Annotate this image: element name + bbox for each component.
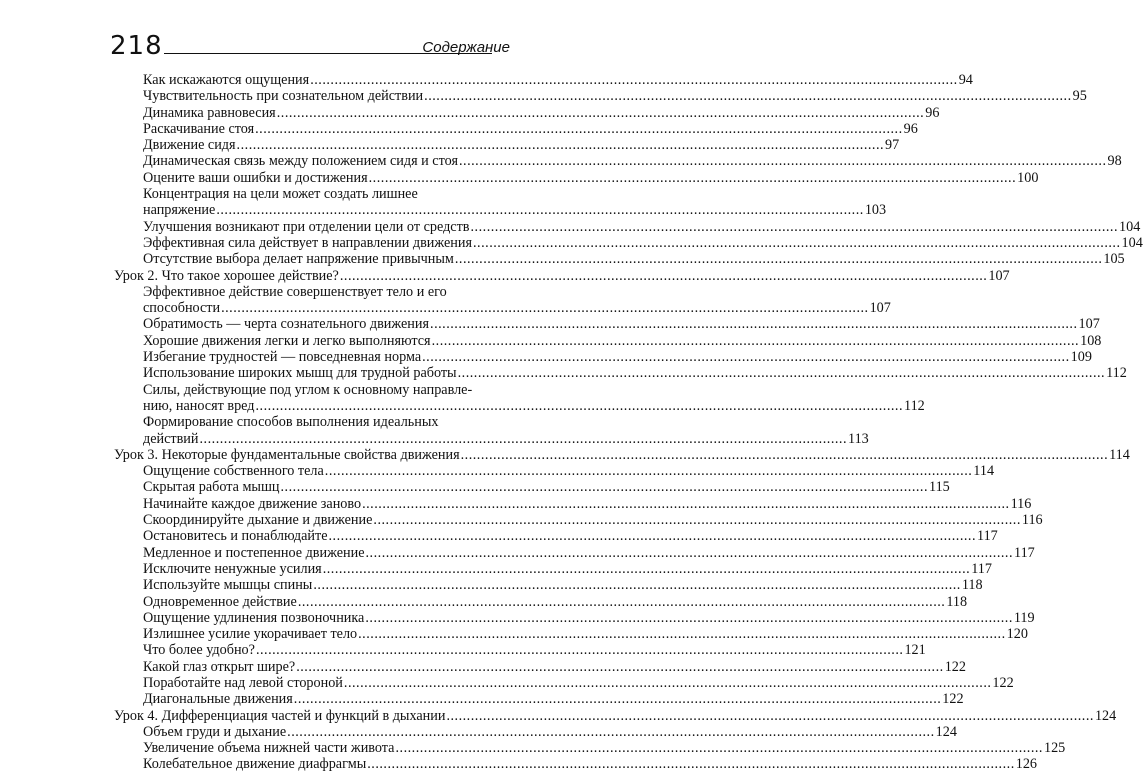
- toc-entry: [114, 528, 998, 545]
- toc-entry: [114, 642, 926, 659]
- toc-chapter: [114, 267, 1010, 284]
- toc-page-number: 114: [973, 463, 995, 480]
- toc-entry-row: [143, 544, 1035, 561]
- toc-page-number: 104: [1119, 218, 1141, 235]
- toc-entry: [114, 153, 1122, 170]
- toc-entry-title: Остановитесь и понаблюдайте: [143, 528, 328, 545]
- toc-entry: [114, 120, 918, 137]
- toc-entry: [114, 332, 1102, 349]
- dot-leader: [323, 561, 971, 577]
- toc-entry: [114, 104, 940, 121]
- dot-leader: [313, 577, 961, 593]
- toc-entry: [114, 479, 950, 496]
- toc-entry-row: [143, 397, 925, 414]
- dot-leader: [471, 219, 1119, 235]
- toc-page-number: 121: [904, 642, 926, 659]
- toc-entry: [114, 316, 1100, 333]
- toc-entry: [114, 560, 992, 577]
- toc-entry: [114, 544, 1035, 561]
- toc-entry: [114, 740, 1066, 757]
- dot-leader: [362, 496, 1010, 512]
- toc-entry-title: нию, наносят вред: [143, 397, 255, 414]
- toc-page-number: 118: [961, 577, 983, 594]
- toc-entry-title-line: Эффективное действие совершенствует тело и его: [143, 283, 447, 300]
- toc-entry-row: [143, 234, 1143, 251]
- toc-entry-row: [143, 251, 1125, 268]
- toc-page-number: 95: [1072, 88, 1087, 105]
- toc-entry: [114, 137, 900, 154]
- toc-entry: [114, 512, 1043, 529]
- toc-entry: [114, 658, 966, 675]
- toc-entry-row: [143, 609, 1035, 626]
- toc-entry-title: Улучшения возникают при отделении цели от средств: [143, 218, 470, 235]
- toc-entry: [114, 169, 1039, 186]
- toc-entry: [114, 234, 1143, 251]
- dot-leader: [365, 610, 1013, 626]
- toc-entry-title: Урок 3. Некоторые фундаментальные свойства движения: [114, 446, 460, 463]
- toc-entry-row: [143, 72, 973, 88]
- toc-entry-row: [143, 658, 966, 675]
- toc-entry-title: Увеличение объема нижней части живота: [143, 740, 395, 757]
- toc-page-number: 109: [1070, 349, 1092, 366]
- toc-entry-title: Оцените ваши ошибки и достижения: [143, 169, 368, 186]
- dot-leader: [473, 235, 1121, 251]
- toc-entry: [114, 593, 968, 610]
- dot-leader: [296, 659, 944, 675]
- dot-leader: [432, 333, 1080, 349]
- toc-page-number: 107: [988, 267, 1010, 284]
- toc-entry-row: [143, 756, 1038, 773]
- toc-entry-row: [143, 642, 926, 659]
- toc-page-number: 108: [1080, 332, 1102, 349]
- toc-entry-title: Исключите ненужные усилия: [143, 560, 322, 577]
- toc-entry: [114, 72, 973, 88]
- toc-entry: [114, 495, 1032, 512]
- toc-page-number: 125: [1043, 740, 1066, 757]
- toc-page-number: 98: [1107, 153, 1122, 170]
- toc-page-number: 100: [1017, 169, 1039, 186]
- toc-page-number: 122: [942, 691, 964, 708]
- toc-page-number: 117: [977, 528, 998, 545]
- toc-entry: [114, 756, 1038, 773]
- toc-page-number: 114: [1109, 446, 1130, 463]
- toc-entry-title-line: Силы, действующие под углом к основному направле-: [143, 381, 473, 398]
- toc-entry: [114, 577, 983, 594]
- toc-page-number: 103: [864, 202, 887, 219]
- toc-entry-title: Хорошие движения легки и легко выполняются: [143, 332, 431, 349]
- toc-entry-row: [143, 593, 968, 610]
- toc-entry: [114, 691, 964, 708]
- toc-page-number: 112: [904, 397, 925, 414]
- dot-leader: [461, 447, 1109, 463]
- toc-page-number: 117: [971, 560, 992, 577]
- toc-entry-row: [143, 723, 957, 740]
- toc-entry-title: Избегание трудностей — повседневная норма: [143, 349, 422, 366]
- toc-entry-title: Диагональные движения: [143, 691, 293, 708]
- toc-entry-title: Урок 4. Дифференциация частей и функций в дыхании: [114, 707, 446, 724]
- toc-entry-title: Урок 2. Что такое хорошее действие?: [114, 267, 339, 284]
- dot-leader: [358, 626, 1006, 642]
- dot-leader: [237, 137, 885, 153]
- toc-entry-row: [143, 691, 964, 708]
- dot-leader: [459, 153, 1107, 169]
- toc-page-number: 113: [848, 430, 869, 447]
- dot-leader: [458, 365, 1106, 381]
- toc-entry-row: [143, 463, 995, 480]
- toc-entry-title: Ощущение собственного тела: [143, 463, 324, 480]
- toc-entry-title: Поработайте над левой стороной: [143, 674, 343, 691]
- toc-page-number: 126: [1015, 756, 1038, 773]
- dot-leader: [255, 121, 903, 137]
- dot-leader: [281, 479, 929, 495]
- toc-entry: [114, 609, 1035, 626]
- toc-entry-row: [143, 626, 1028, 643]
- toc-entry-title: Что более удобно?: [143, 642, 255, 659]
- dot-leader: [344, 675, 992, 691]
- toc-entry-title: Объем груди и дыхание: [143, 723, 287, 740]
- dot-leader: [366, 545, 1014, 561]
- dot-leader: [216, 202, 864, 218]
- toc-page-number: 104: [1121, 234, 1143, 251]
- toc-entry: [114, 381, 925, 415]
- toc-entry-row: [143, 316, 1100, 333]
- toc-entry: [114, 674, 1014, 691]
- toc-entry: [114, 283, 891, 317]
- toc-entry-title: Отсутствие выбора делает напряжение привычным: [143, 251, 454, 268]
- toc-chapter: [114, 446, 1130, 463]
- toc-entry-row: [143, 479, 950, 496]
- toc-entry-row: [114, 267, 1010, 284]
- toc-entry-title: Динамика равновесия: [143, 104, 276, 121]
- dot-leader: [200, 431, 848, 447]
- toc-entry-row: [143, 560, 992, 577]
- dot-leader: [256, 642, 904, 658]
- toc-page-number: 116: [1021, 512, 1043, 529]
- dot-leader: [446, 708, 1094, 724]
- dot-leader: [294, 691, 942, 707]
- toc-entry-title: Как искажаются ощущения: [143, 72, 310, 88]
- toc-entry: [114, 88, 1087, 105]
- dot-leader: [424, 88, 1072, 104]
- toc-entry-row: [143, 169, 1039, 186]
- toc-entry-title: напряжение: [143, 202, 216, 219]
- toc-page-number: 116: [1010, 495, 1032, 512]
- dot-leader: [340, 268, 988, 284]
- toc-entry-title: Чувствительность при сознательном действии: [143, 88, 424, 105]
- toc-entry-title: Движение сидя: [143, 137, 236, 154]
- toc-page-number: 120: [1006, 626, 1028, 643]
- dot-leader: [277, 105, 925, 121]
- toc-page-number: 105: [1103, 251, 1125, 268]
- toc-entry-row: [143, 740, 1066, 757]
- toc-entry: [114, 251, 1125, 268]
- toc-entry-title-line: Концентрация на цели может создать лишнее: [143, 186, 418, 203]
- toc-entry-row: [143, 218, 1141, 235]
- toc-entry-title: Скрытая работа мышц: [143, 479, 280, 496]
- toc-entry-row: [143, 430, 869, 447]
- dot-leader: [329, 528, 977, 544]
- page-number: 218: [110, 31, 163, 61]
- toc-entry: [114, 365, 1127, 382]
- toc-page-number: 118: [946, 593, 968, 610]
- toc-entry-row: [114, 707, 1117, 724]
- toc-entry-title: Динамическая связь между положением сидя и стоя: [143, 153, 458, 170]
- toc-page-number: 119: [1013, 609, 1035, 626]
- toc-entry: [114, 414, 869, 447]
- dot-leader: [221, 300, 869, 316]
- toc-entry-title: Эффективная сила действует в направлении движения: [143, 234, 472, 251]
- toc-entry-row: [143, 202, 887, 219]
- dot-leader: [395, 740, 1043, 756]
- toc-entry-row: [143, 300, 891, 317]
- toc-entry-title: Медленное и постепенное движение: [143, 544, 365, 561]
- toc-entry-title: Ощущение удлинения позвоночника: [143, 609, 365, 626]
- section-title: Содержание: [422, 39, 510, 56]
- toc-page-number: 94: [958, 72, 973, 88]
- toc-page-number: 107: [869, 300, 891, 317]
- toc-entry: [114, 463, 995, 480]
- toc-entry-title: Одновременное действие: [143, 593, 297, 610]
- toc-page-number: 122: [992, 674, 1014, 691]
- toc-entry-row: [143, 528, 998, 545]
- dot-leader: [430, 316, 1078, 332]
- toc-entry-row: [143, 349, 1092, 366]
- toc-page-number: 96: [925, 104, 940, 121]
- toc-page-number: 117: [1014, 544, 1035, 561]
- toc-entry-row: [143, 495, 1032, 512]
- toc-entry-row: [143, 674, 1014, 691]
- toc-entry: [114, 626, 1028, 643]
- dot-leader: [369, 170, 1017, 186]
- dot-leader: [256, 398, 904, 414]
- dot-leader: [325, 463, 973, 479]
- toc-page-number: 122: [944, 658, 966, 675]
- toc-entry-row: [143, 512, 1043, 529]
- toc-entry: [114, 723, 957, 740]
- toc-entry-title: Использование широких мышц для трудной работы: [143, 365, 457, 382]
- toc-entry-title: Колебательное движение диафрагмы: [143, 756, 367, 773]
- toc-page-number: 124: [1094, 707, 1117, 724]
- toc-chapter: [114, 707, 1117, 724]
- toc-entry: [114, 218, 1141, 235]
- dot-leader: [422, 349, 1070, 365]
- toc-entry-row: [143, 332, 1102, 349]
- dot-leader: [287, 724, 935, 740]
- toc-entry-row: [143, 577, 983, 594]
- toc-entry: [114, 186, 887, 219]
- toc-entry-row: [143, 137, 900, 154]
- dot-leader: [298, 594, 946, 610]
- toc-entry-title: Используйте мышцы спины: [143, 577, 313, 594]
- dot-leader: [310, 72, 958, 88]
- toc-page-number: 107: [1078, 316, 1100, 333]
- toc-entry-title: Какой глаз открыт шире?: [143, 658, 296, 675]
- toc-entry-title: действий: [143, 430, 199, 447]
- toc-entry-title: Раскачивание стоя: [143, 120, 255, 137]
- dot-leader: [373, 512, 1021, 528]
- toc-entry-title-line: Формирование способов выполнения идеальных: [143, 414, 439, 431]
- toc-entry-title: Скоординируйте дыхание и движение: [143, 512, 373, 529]
- toc-entry-row: [114, 446, 1130, 463]
- toc-entry-row: [143, 153, 1122, 170]
- dot-leader: [455, 251, 1103, 267]
- toc-page-number: 112: [1106, 365, 1127, 382]
- toc-entry-row: [143, 88, 1087, 105]
- toc-entry-row: [143, 365, 1127, 382]
- toc-page-number: 97: [885, 137, 900, 154]
- toc-entry-title: Обратимость — черта сознательного движения: [143, 316, 430, 333]
- toc-entry-row: [143, 104, 940, 121]
- table-of-contents: [114, 72, 1143, 773]
- toc-entry: [114, 349, 1092, 366]
- toc-page-number: 124: [935, 723, 957, 740]
- dot-leader: [367, 756, 1015, 772]
- toc-entry-title: Начинайте каждое движение заново: [143, 495, 362, 512]
- toc-entry-title: Излишнее усилие укорачивает тело: [143, 626, 358, 643]
- toc-entry-row: [143, 120, 918, 137]
- toc-page-number: 115: [929, 479, 950, 496]
- toc-entry-title: способности: [143, 300, 221, 317]
- toc-page-number: 96: [903, 120, 918, 137]
